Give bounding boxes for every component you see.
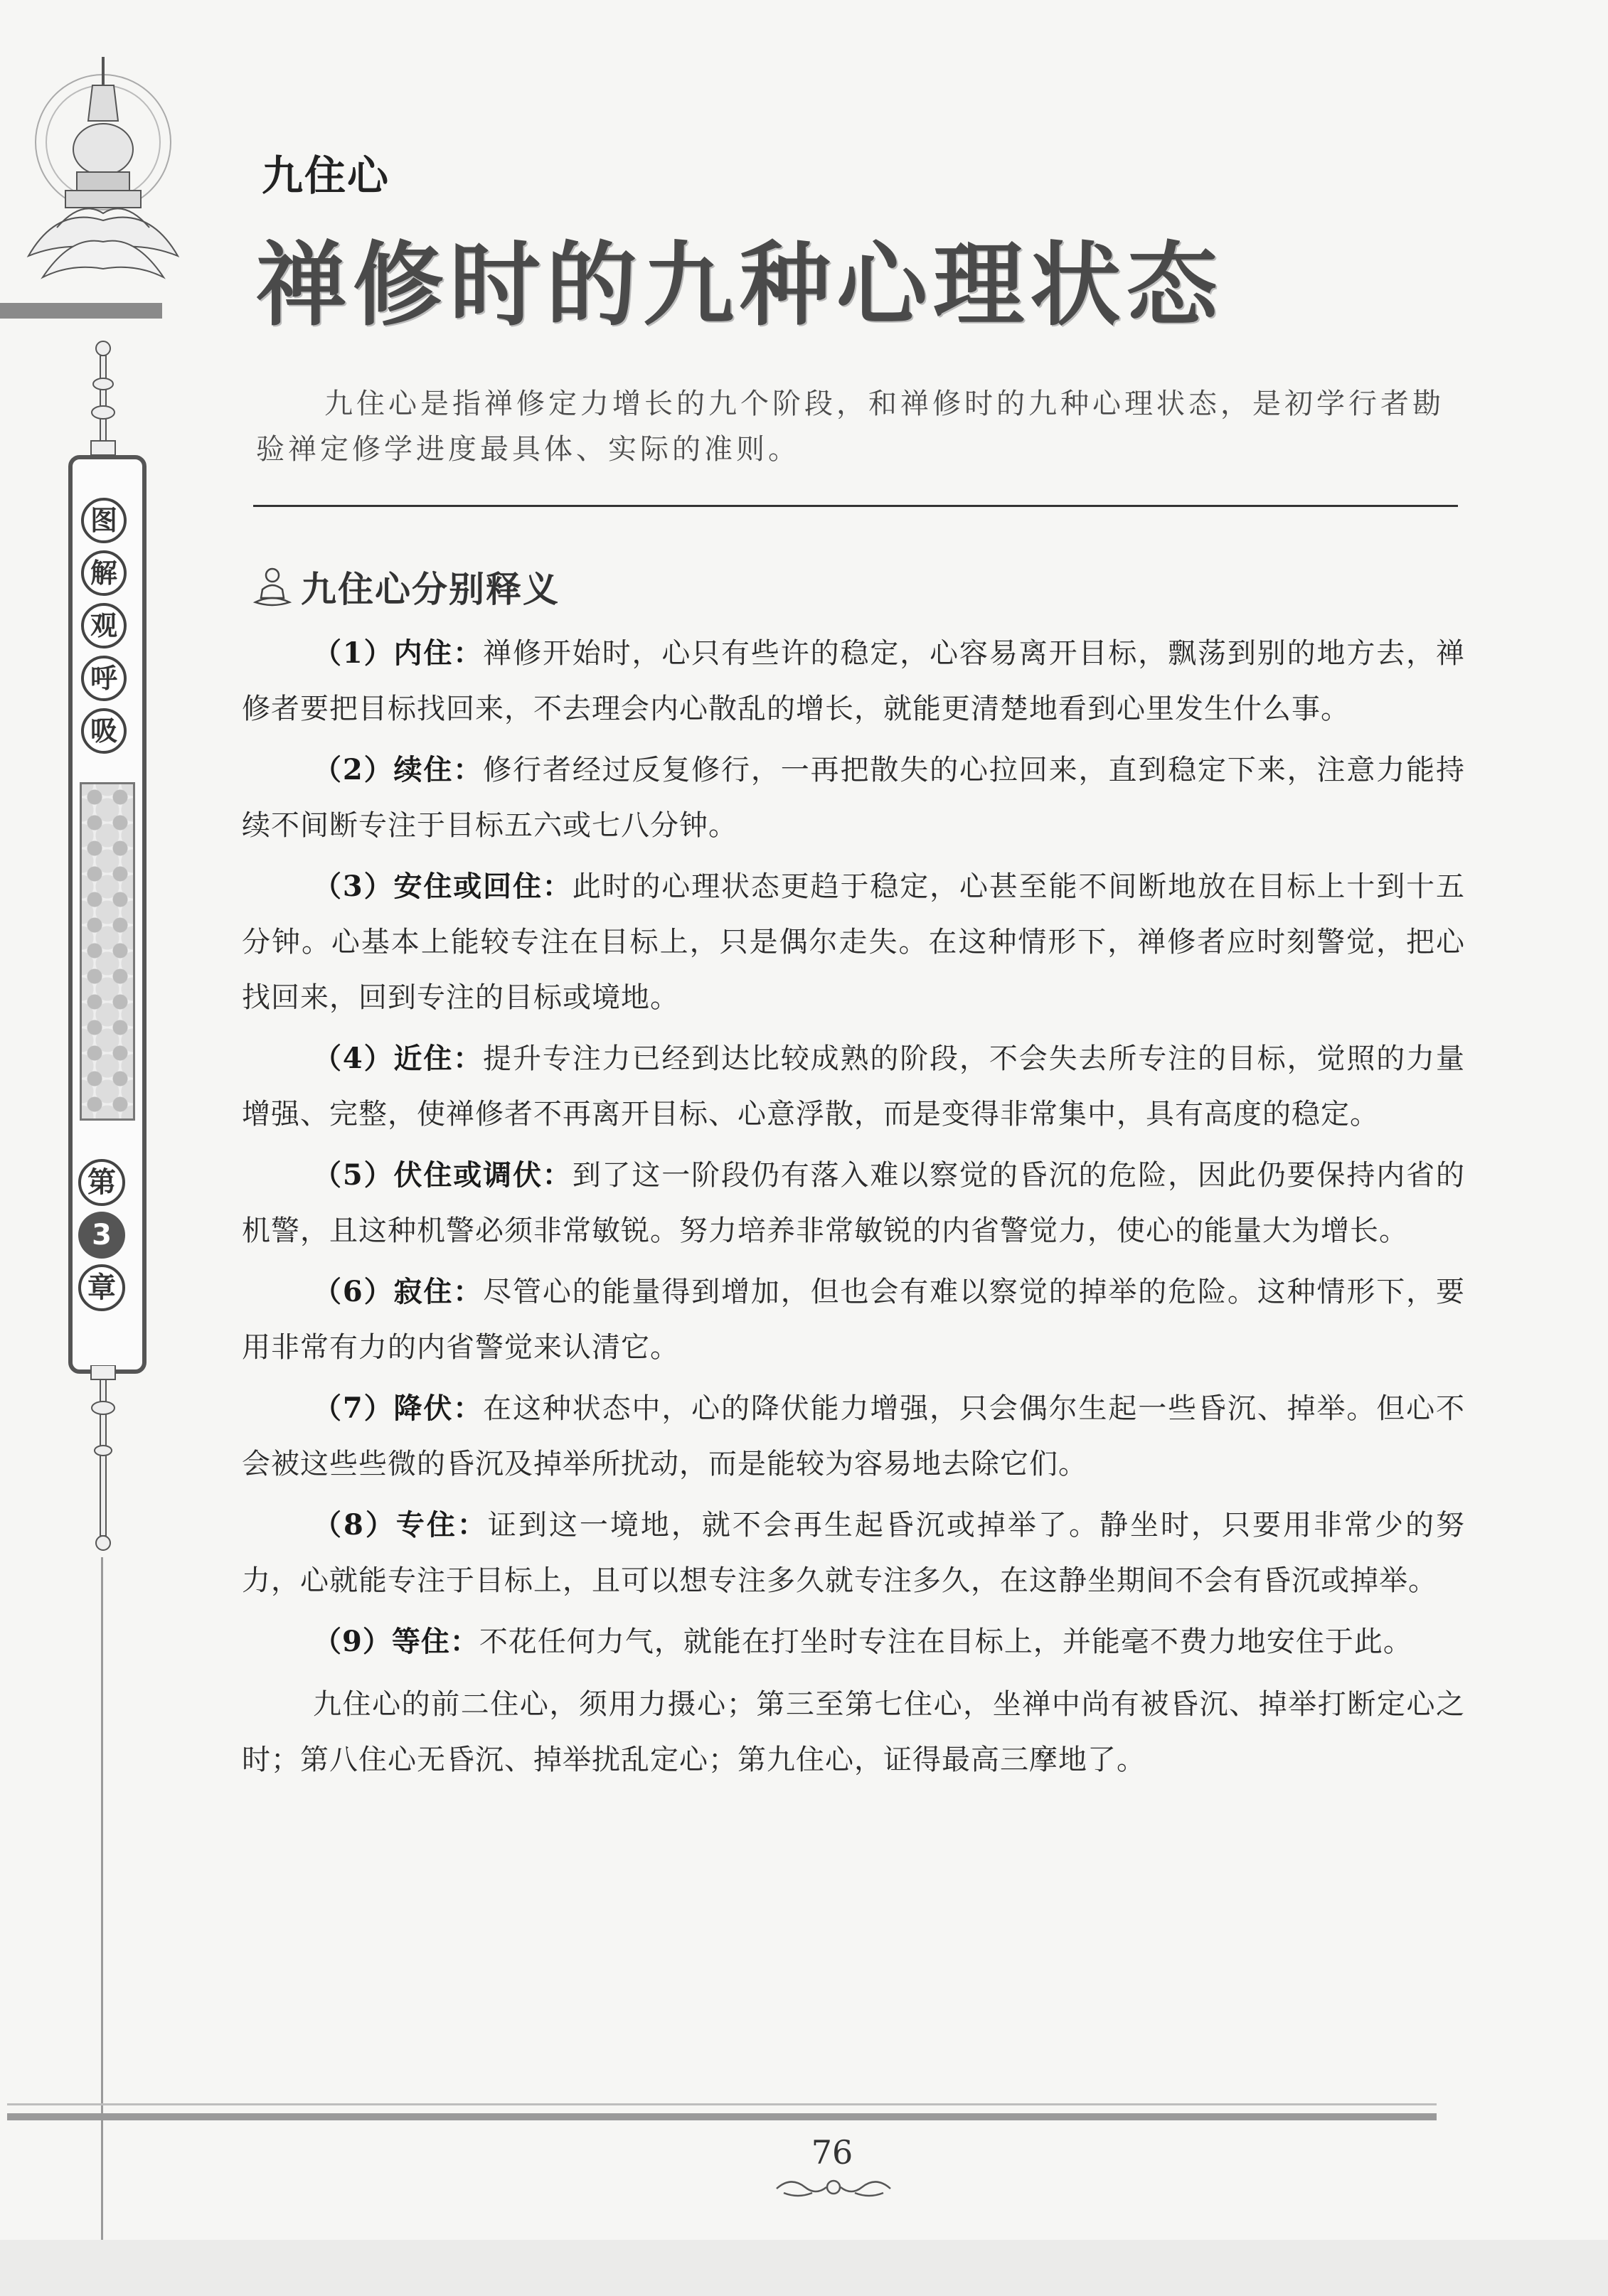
item-text: 到了这一阶段仍有落入难以察觉的昏沉的危险，因此仍要保持内省的机警，且这种机警必须非常敏锐。努力培养非常敏锐的内省警觉力，使心的能量大为增长。 [242,1159,1465,1247]
title-char: 解 [81,550,127,596]
item-label: （8）专住： [313,1508,488,1542]
section-heading-text: 九住心分别释义 [301,568,560,610]
list-item [242,1614,1465,1670]
meditating-figure-icon [252,565,292,608]
list-item [242,1264,1465,1375]
item-label: （4）近住： [313,1042,484,1075]
list-item [242,1497,1465,1608]
item-text: 证到这一境地，就不会再生起昏沉或掉举了。静坐时，只要用非常少的努力，心就能专注于目标上，且可以想专注多久就专注多久，在这静坐期间不会有昏沉或掉举。 [242,1509,1465,1597]
footer-line [7,2103,1437,2105]
item-text: 修行者经过反复修行，一再把散失的心拉回来，直到稳定下来，注意力能持续不间断专注于目标五六或七八分钟。 [242,754,1465,842]
intro-text: 九住心是指禅修定力增长的九个阶段，和禅修时的九种心理状态，是初学行者勘验禅定修学进度最具体、实际的准则。 [256,388,1444,466]
summary-paragraph: 九住心的前二住心，须用力摄心；第三至第七住心，坐禅中尚有被昏沉、掉举打断定心之时；第八住心无昏沉、掉举扰乱定心；第九住心，证得最高三摩地了。 [242,1688,1465,1776]
title-char: 吸 [81,708,127,754]
item-label: （3）安住或回住： [313,870,573,903]
item-text: 尽管心的能量得到增加，但也会有难以察觉的掉举的危险。这种情形下，要用非常有力的内省警觉来认清它。 [242,1276,1465,1364]
item-text: 禅修开始时，心只有些许的稳定，心容易离开目标，飘荡到别的地方去，禅修者要把目标找回来，不去理会内心散乱的增长，就能更清楚地看到心里发生什么事。 [242,637,1465,725]
item-text: 不花任何力气，就能在打坐时专注在目标上，并能毫不费力地安住于此。 [479,1625,1412,1658]
item-text: 此时的心理状态更趋于稳定，心甚至能不间断地放在目标上十到十五分钟。心基本上能较专注在目标上，只是偶尔走失。在这种情形下，禅修者应时刻警觉，把心找回来，回到专注的目标或境地。 [242,870,1465,1014]
header-bar [0,303,162,319]
chapter-marker [78,1159,132,1317]
item-label: （1）内住： [313,636,484,670]
chapter-suffix: 章 [78,1264,125,1311]
decorative-pattern [80,782,135,1121]
list-item [242,1381,1465,1492]
list-item [242,626,1465,737]
item-label: （9）等住： [313,1625,479,1658]
item-text: 在这种状态中，心的降伏能力增强，只会偶尔生起一些昏沉、掉举。但心不会被这些些微的昏沉及掉举所扰动，而是能较为容易地去除它们。 [242,1392,1465,1480]
list-item [242,742,1465,853]
scroll-bottom-finial-icon [85,1365,121,1557]
page-subtitle: 九住心 [262,151,390,200]
intro-paragraph [256,381,1465,472]
stupa-lotus-icon [14,43,185,299]
list-item [242,859,1465,1025]
section-content [242,626,1465,1816]
title-char: 图 [81,498,127,543]
title-char: 呼 [81,656,127,701]
list-item [242,1148,1465,1259]
scroll-finial-icon [85,334,121,462]
section-heading [252,562,560,612]
title-char: 观 [81,603,127,648]
footer-bar [7,2113,1437,2120]
page-number: 76 [811,2133,853,2172]
item-label: （5）伏住或调伏： [313,1158,573,1192]
divider [253,505,1458,507]
item-text: 提升专注力已经到达比较成熟的阶段，不会失去所专注的目标，觉照的力量增强、完整，使禅修者不再离开目标、心意浮散，而是变得非常集中，具有高度的稳定。 [242,1042,1465,1131]
chapter-number: 3 [78,1212,125,1259]
item-label: （2）续住： [313,753,484,786]
book-title-vertical [81,498,131,761]
item-label: （6）寂住： [313,1275,484,1308]
cloud-ornament-icon [762,2173,905,2201]
margin-line [101,1557,103,2275]
page-title: 禅修时的九种心理状态 [256,233,1224,338]
list-item [242,1031,1465,1142]
page-bottom-edge [0,2240,1608,2296]
chapter-prefix: 第 [78,1159,125,1206]
item-label: （7）降伏： [313,1392,484,1425]
